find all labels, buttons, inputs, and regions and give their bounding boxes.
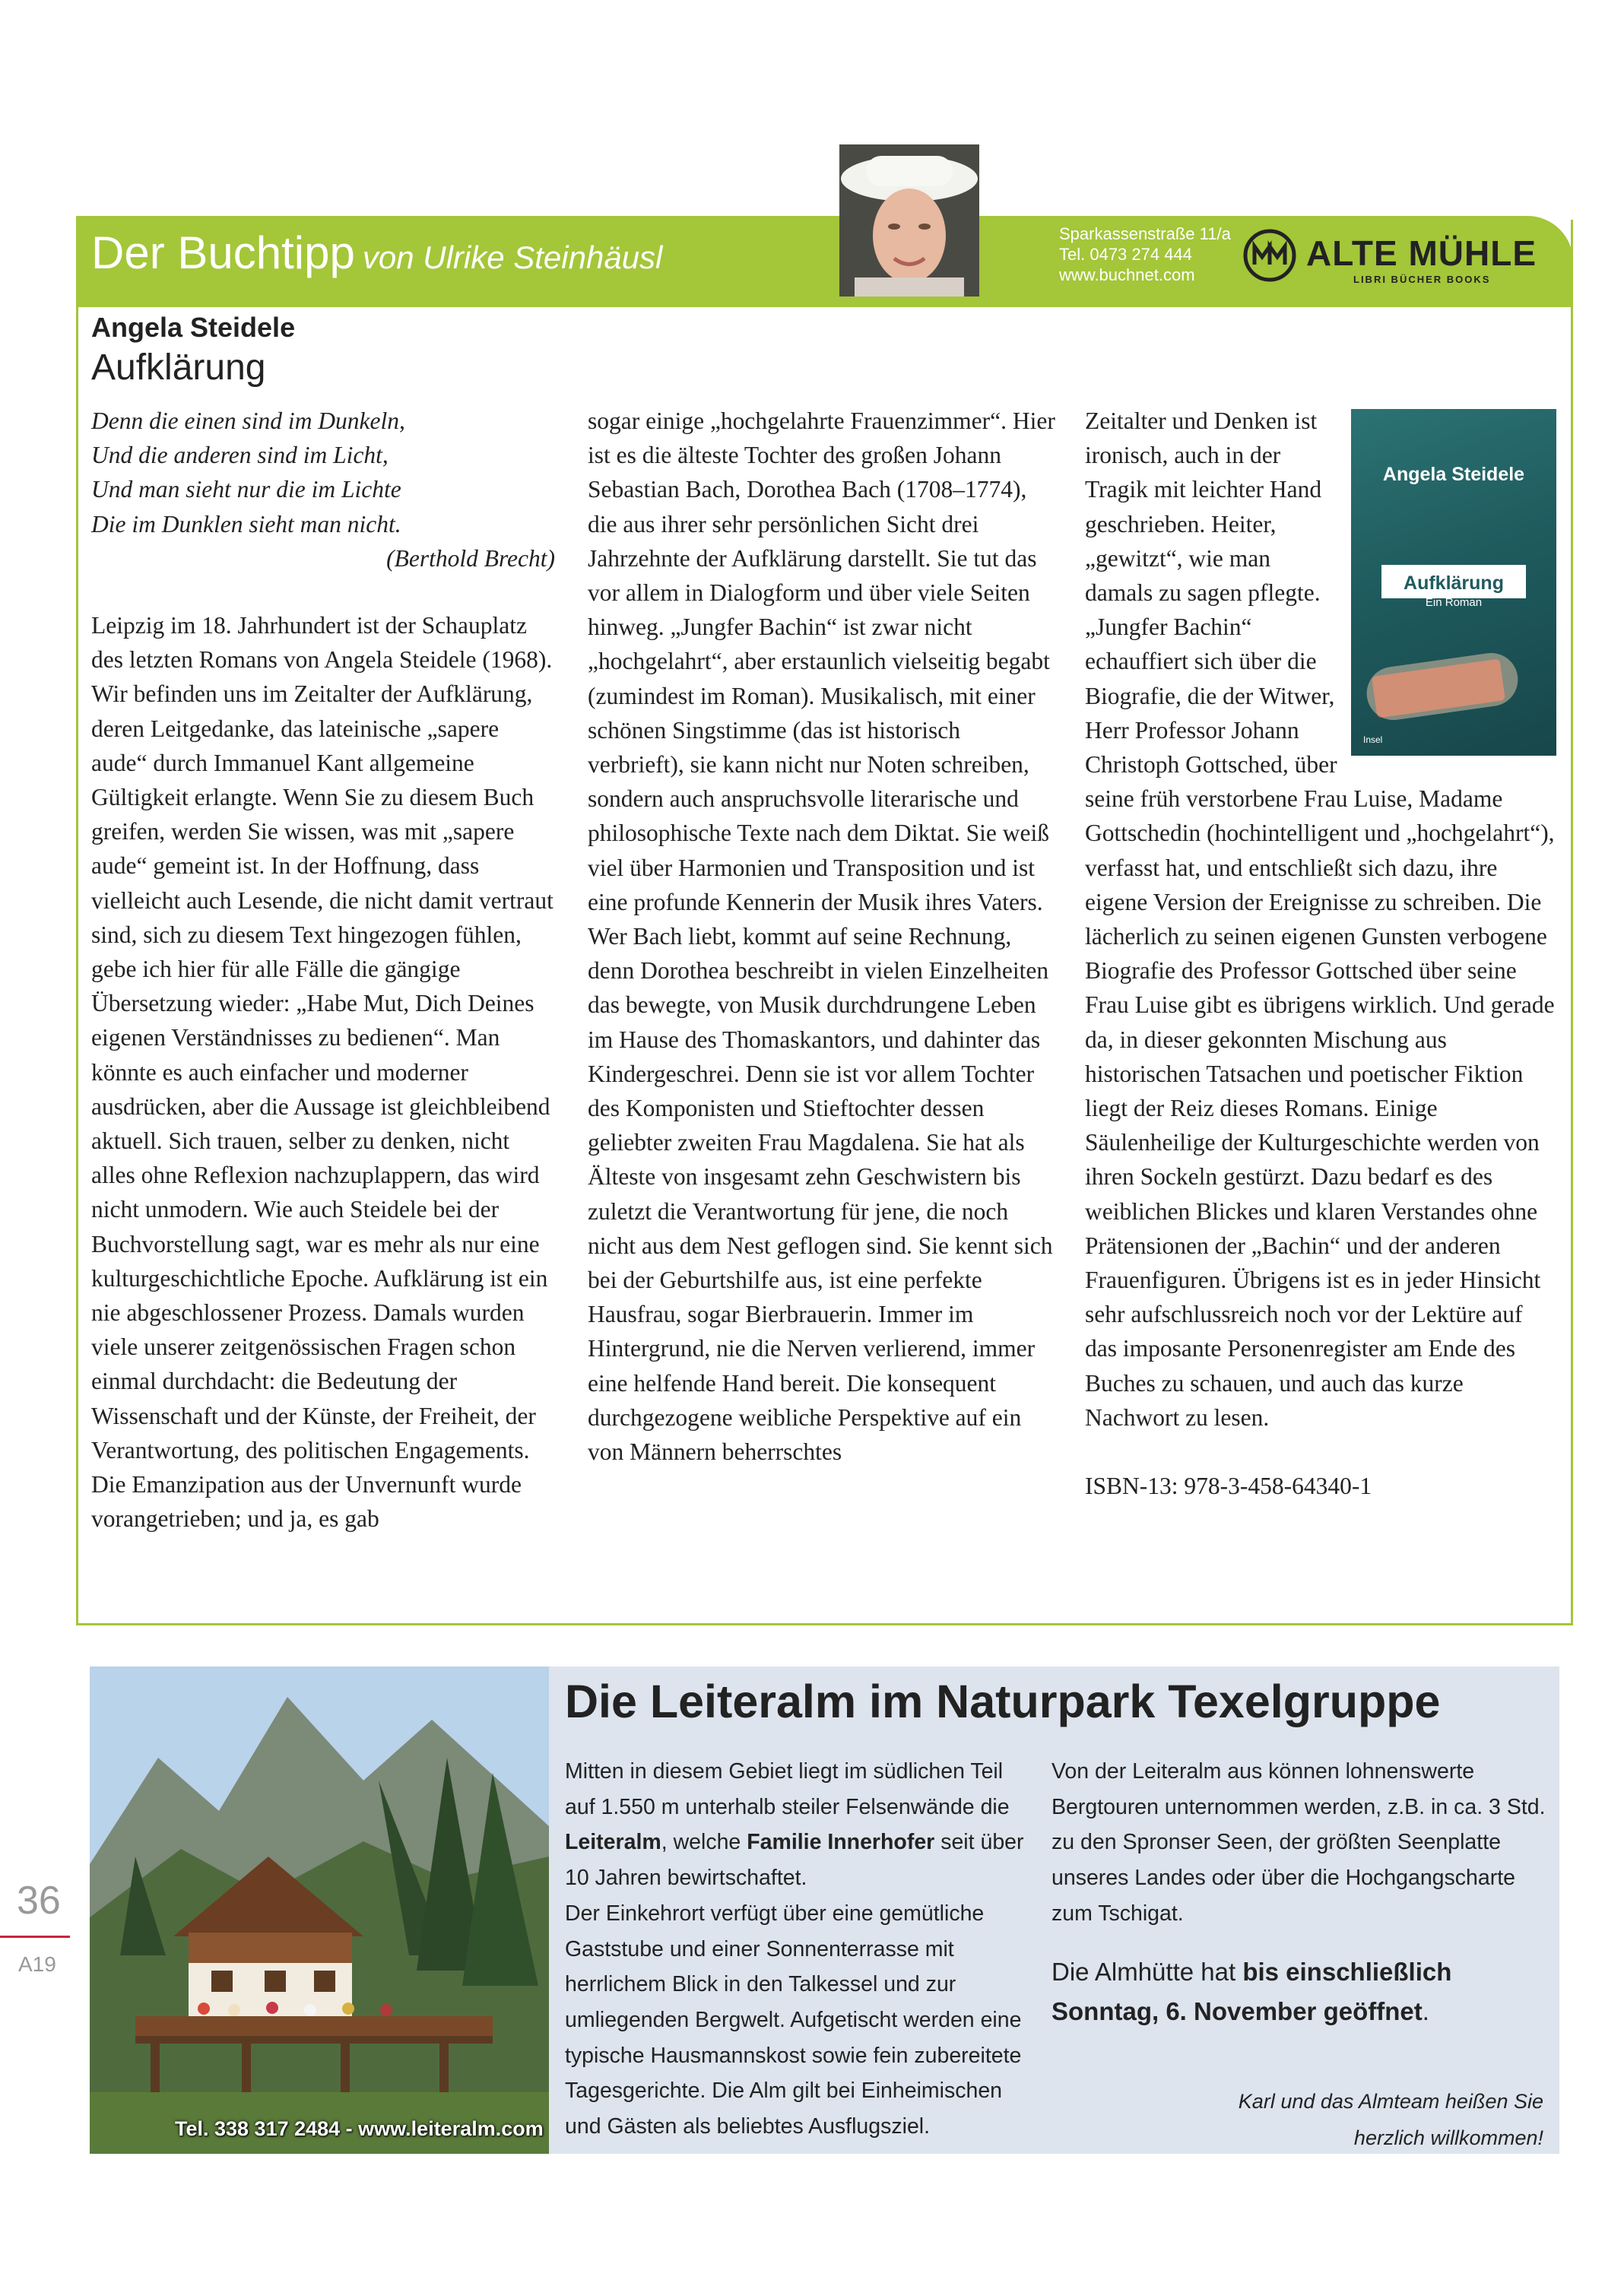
review-column-1: [91, 608, 555, 1536]
ad-intro-text-e: seit über 10 Jahren bewirtschaftet.: [565, 1830, 1024, 1891]
ad-signature-line-1: Karl und das Almteam heißen Sie: [1238, 2090, 1543, 2113]
page-code: A19: [18, 1952, 56, 1976]
ad-opening-dates: bis einschließlich Sonntag, 6. November geöffnet: [1051, 1957, 1452, 2025]
review-text-2: sogar einige „hochgelahrte Frauenzimmer“. Hier ist es die älteste Tochter des großen Johann Sebastian Bach, Dorothea Bach (1708–1774), die aus ihrer sehr persönlichen Sicht drei Jahrzehnte der Aufklärung darstellt. Sie tut das vor allem in Dialogform und über viele Seiten hinweg. „Jungfer Bachin“ ist zwar nicht „hochgelahrt“, aber erstaunlich vielseitig begabt (zumindest im Roman). Musikalisch, mit einer schönen Singstimme (das ist historisch verbrieft), sie kann nicht nur Noten schreiben, sondern auch anspruchsvolle literarische und philosophische Texte nach dem Diktat. Sie weiß viel über Harmonien und Transposition und ist eine profunde Kennerin der Musik ihres Vaters. Wer Bach liebt, kommt auf seine Rechnung, denn Dorothea beschreibt in vielen Einzelheiten das bewegte, von Musik durchdrungene Leben im Hause des Thomaskantors, und dahinter das Kindergeschrei. Denn sie ist vor allem Tochter des Komponisten und Stieftochter dessen geliebter zweiten Frau Magdalena. Sie hat als Älteste von insgesamt zehn Geschwistern bis zuletzt die Verantwortung für jene, die noch nicht aus dem Nest geflogen sind. Sie kennt sich bei der Geburtshilfe aus, ist eine perfekte Hausfrau, sogar Bierbrauerin. Immer im Hintergrund, nie die Nerven verlierend, immer eine helfende Hand bereit. Die konsequent durchgezogene weibliche Perspektive auf ein von Männern beherrschtes: [588, 407, 1055, 1466]
alpine-hut-image: [90, 1666, 549, 2154]
poem-line: Und man sieht nur die im Lichte: [91, 476, 401, 503]
ad-opening-text-a: Die Almhütte hat: [1051, 1957, 1243, 1986]
leiteralm-photo: [90, 1666, 549, 2154]
shop-phone: Tel. 0473 274 444: [1059, 245, 1192, 264]
shop-address: Sparkassenstraße 11/a: [1059, 224, 1231, 243]
ad-column-2: [1051, 1754, 1546, 2031]
buchtipp-heading: Der Buchtipp: [91, 227, 355, 278]
ad-column-1: [565, 1754, 1036, 2145]
logo-subline: LIBRI BÜCHER BOOKS: [1353, 274, 1491, 285]
shop-contact: [1059, 224, 1231, 285]
review-text-1: Leipzig im 18. Jahrhundert ist der Schauplatz des letzten Romans von Angela Steidele (1968). Wir befinden uns im Zeitalter der Aufklärung, deren Leitgedanke, das lateinische „sapere aude“ durch Immanuel Kant allgemeine Gültigkeit erlangte. Wenn Sie zu diesem Buch greifen, werden Sie wissen, was mit „sapere aude“ gemeint ist. In der Hoffnung, dass vielleicht auch Lesende, die nicht damit vertraut sind, sich zu diesem Text hingezogen fühlen, gebe ich hier für alle Fälle die gängige Übersetzung wieder: „Habe Mut, Dich Deines eigenen Verständnisses zu bedienen“. Man könnte es auch einfacher und moderner ausdrücken, aber die Aussage ist gleichbleibend aktuell. Sich trauen, selber zu denken, nicht alles ohne Reflexion nachzuplappern, das wird nicht unmodern. Wie auch Steidele bei der Buchvorstellung sagt, war es mehr als nur eine kulturgeschichtliche Epoche. Aufklärung ist ein nie abgeschlossener Prozess. Damals wurden viele unserer zeitgenössischen Fragen schon einmal durchdacht: die Bedeutung der Wissenschaft und der Künste, der Freiheit, der Verantwortung, des politischen Engagements. Die Emanzipation aus der Unvernunft wurde vorangetrieben; und ja, es gab: [91, 612, 553, 1533]
buchtipp-byline: von Ulrike Steinhäusl: [362, 239, 663, 275]
ad-intro-text-a: Mitten in diesem Gebiet liegt im südlichen Teil auf 1.550 m unterhalb steiler Felsenwände die: [565, 1759, 1010, 1819]
poem-source: (Berthold Brecht): [386, 544, 555, 572]
ad-description: Der Einkehrort verfügt über eine gemütliche Gaststube und einer Sonnenterrasse mit herrlichem Blick in den Talkessel und zur umliegenden Bergwelt. Aufgetischt werden eine typische Hausmannskost sowie fein zubereitete Tagesgerichte. Die Alm gilt bei Einheimischen und Gästen als beliebtes Ausflugsziel.: [565, 1901, 1022, 2139]
poem-line: Die im Dunklen sieht man nicht.: [91, 510, 401, 537]
poem-line: Und die anderen sind im Licht,: [91, 442, 389, 469]
cover-hand-illustration: [1363, 649, 1521, 723]
page-number: 36: [17, 1879, 61, 1923]
ad-intro: [565, 1754, 1036, 1896]
book-title: Aufklärung: [91, 347, 266, 388]
isbn: ISBN-13: 978-3-458-64340-1: [1085, 1473, 1372, 1500]
review-text-3: Zeitalter und Denken ist ironisch, auch in der Tragik mit leichter Hand geschrieben. Heiter, „gewitzt“, wie man damals zu sagen pflegte. „Jungfer Bachin“ echauffiert sich über die Biografie, die der Witwer, Herr Professor Johann Christoph Gottsched, über seine früh verstorbene Frau Luise, Madame Gottschedin (hochintelligent und „hochgelahrt“), verfasst hat, und entschließt sich dazu, ihre eigene Version der Ereignisse zu schreiben. Die lächerlich zu seinen eigenen Gunsten verbogene Biografie des Professor Gottsched über seine Frau Luise gibt es übrigens wirklich. Und gerade da, in dieser gekonnten Mischung aus historischen Tatsachen und poetischer Fiktion liegt der Reiz dieses Romans. Einige Säulenheilige der Kulturgeschichte werden von ihren Sockeln gestürzt. Dazu bedarf es des weiblichen Blickes und klaren Verstandes ohne Prätensionen der „Bachin“ und der anderen Frauenfiguren. Übrigens ist es in jeder Hinsicht sehr aufschlussreich noch vor der Lektüre auf das imposante Personenregister am Ende des Buches zu schauen, und auch das kurze Nachwort zu lesen.: [1085, 407, 1555, 1431]
ad-intro-family: Familie Innerhofer: [747, 1830, 935, 1855]
reviewer-photo: [839, 144, 979, 296]
alte-muehle-logo: [1239, 219, 1537, 295]
ad-headline: Die Leiteralm im Naturpark Texelgruppe: [565, 1676, 1441, 1727]
book-author: Angela Steidele: [91, 312, 296, 343]
ad-photo-caption: Tel. 338 317 2484 - www.leiteralm.com: [175, 2117, 544, 2140]
cover-author: Angela Steidele: [1382, 464, 1525, 485]
buchtipp-title: [91, 227, 662, 279]
logo-name: ALTE MÜHLE: [1306, 233, 1537, 273]
review-column-2: [588, 404, 1059, 1469]
shop-website: www.buchnet.com: [1059, 265, 1195, 284]
poem-line: Denn die einen sind im Dunkeln,: [91, 407, 405, 434]
ad-signature: [1186, 2083, 1543, 2156]
cover-subtitle: Ein Roman: [1425, 596, 1483, 609]
ad-intro-text-c: , welche: [661, 1830, 747, 1855]
ad-tours: Von der Leiteralm aus können lohnenswerte Bergtouren unternommen werden, z.B. in ca. 3 Std. zu den Spronser Seen, der größten Seenplatte unseres Landes oder über die Hochgangscharte zum Tschigat.: [1051, 1759, 1546, 1926]
book-cover: [1351, 409, 1556, 756]
ad-intro-place: Leiteralm: [565, 1830, 661, 1855]
ad-opening-text-c: .: [1422, 1996, 1429, 2025]
cover-title: Aufklärung: [1404, 572, 1504, 594]
reviewer-portrait-image: [839, 144, 979, 296]
epigraph-poem: [91, 404, 555, 576]
cover-publisher: Insel: [1363, 734, 1383, 745]
page-marker-line: [0, 1936, 70, 1938]
ad-signature-line-2: herzlich willkommen!: [1353, 2126, 1543, 2149]
ad-opening-hours: [1051, 1952, 1546, 2031]
